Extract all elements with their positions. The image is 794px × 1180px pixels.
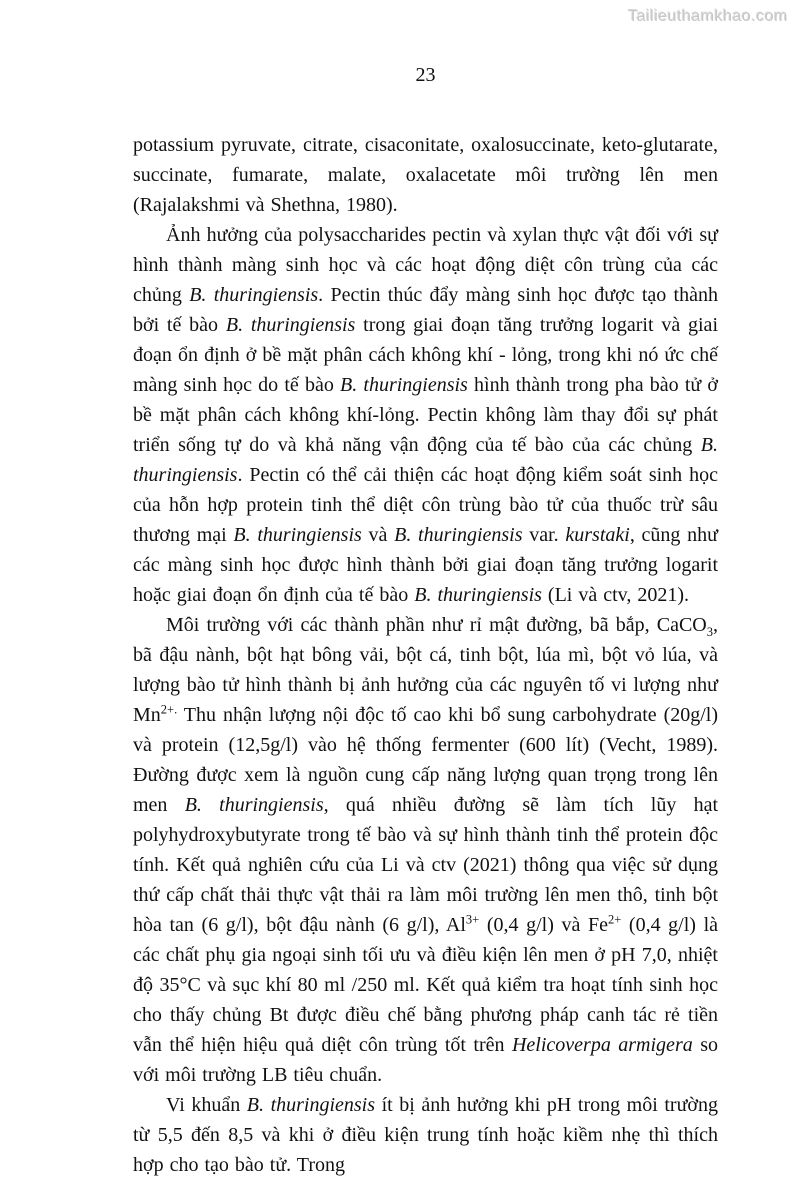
sub-run: 3 (706, 625, 713, 639)
paragraph (133, 130, 718, 220)
text-run: (Li và ctv, 2021). (541, 584, 690, 606)
text-run: , cũng như các màng sinh học được hình thành bởi giai đoạn tăng trưởng logarit hoặc giai đoạn ổn định của tế bào (133, 524, 718, 606)
page-number: 23 (415, 64, 436, 86)
paragraph (133, 1090, 718, 1180)
text-run: trong giai đoạn tăng trưởng logarit và giai đoạn ổn định ở bề mặt phân cách không khí - lỏng, trong khi nó ức chế màng sinh học do tế bào (133, 314, 718, 396)
italic-run: B. thuringiensis (225, 314, 356, 336)
text-run: Vi khuẩn (166, 1094, 247, 1116)
italic-run: B. thuringiensis (189, 284, 319, 306)
watermark: Tailieuthamkhao.com (628, 8, 788, 25)
italic-run: B. thuringiensis (233, 524, 362, 546)
text-run: . Pectin thúc đẩy màng sinh học được tạo thành bởi tế bào (133, 284, 718, 336)
text-run: , bã đậu nành, bột hạt bông vải, bột cá, tinh bột, lúa mì, bột vỏ lúa, và lượng bào tử hình thành bị ảnh hưởng của các nguyên tố vi lượng như Mn (133, 614, 718, 726)
text-run: hình thành trong pha bào tử ở bề mặt phân cách không khí-lỏng. Pectin không làm thay đổi sự phát triển sống tự do và khả năng vận động của tế bào của các chủng (133, 374, 718, 456)
italic-run: B. thuringiensis (414, 584, 542, 606)
italic-run: B. thuringiensis (184, 794, 324, 816)
sup-run: 3+ (465, 912, 480, 927)
text-run: Ảnh hưởng của polysaccharides pectin và xylan thực vật đối với sự hình thành màng sinh học và các hoạt động diệt côn trùng của các chủng (133, 224, 718, 306)
paragraph (133, 610, 718, 1090)
paragraph (133, 220, 718, 610)
italic-run: B. thuringiensis (394, 524, 523, 546)
text-run: . Pectin có thể cải thiện các hoạt động kiểm soát sinh học của hỗn hợp protein tinh thể diệt côn trùng bào tử của thuốc trừ sâu thương mại (133, 464, 718, 546)
text-run: Thu nhận lượng nội độc tố cao khi bổ sung carbohydrate (20g/l) và protein (12,5g/l) vào hệ thống fermenter (600 lít) (Vecht, 1989). Đường được xem là nguồn cung cấp năng lượng quan trọng trong lên men (133, 704, 718, 816)
text-run: potassium pyruvate, citrate, cisaconitate, oxalosuccinate, keto-glutarate, succinate, fumarate, malate, oxalacetate môi trường lên men (Rajalakshmi và Shethna, 1980). (133, 134, 718, 216)
text-run: ít bị ảnh hưởng khi pH trong môi trường từ 5,5 đến 8,5 và khi ở điều kiện trung tính hoặc kiềm nhẹ thì thích hợp cho tạo bào tử. Trong (133, 1094, 718, 1176)
document-body (133, 130, 718, 1180)
text-run: , quá nhiều đường sẽ làm tích lũy hạt polyhydroxybutyrate trong tế bào và sự hình thành tinh thể protein độc tính. Kết quả nghiên cứu của Li và ctv (2021) thông qua việc sử dụng thứ cấp chất thải thực vật thải ra làm môi trường lên men thô, tinh bột hòa tan (6 g/l), bột đậu nành (6 g/l), Al (133, 794, 719, 936)
italic-run: B. thuringiensis (246, 1094, 376, 1116)
text-run: var. (522, 524, 566, 546)
italic-run: kurstaki (565, 524, 630, 546)
text-run: so với môi trường LB tiêu chuẩn. (133, 1034, 718, 1086)
italic-run: Helicoverpa armigera (511, 1034, 693, 1056)
sup-run: 2+ (607, 912, 622, 927)
text-run: Môi trường với các thành phần như rỉ mật đường, bã bắp, CaCO (166, 614, 707, 636)
text-run: (0,4 g/l) là các chất phụ gia ngoại sinh tối ưu và điều kiện lên men ở pH 7,0, nhiệt độ 35°C và sục khí 80 ml /250 ml. Kết quả kiểm tra hoạt tính sinh học cho thấy chủng Bt được điều chế bằng phương pháp canh tác rẻ tiền vẫn thể hiện hiệu quả diệt côn trùng tốt trên (133, 914, 719, 1056)
italic-run: B. thuringiensis (340, 374, 468, 396)
text-run: và (361, 524, 395, 546)
italic-run: B. thuringiensis (133, 434, 718, 486)
sup-run: 2+. (160, 702, 178, 717)
text-run: (0,4 g/l) và Fe (479, 914, 608, 936)
